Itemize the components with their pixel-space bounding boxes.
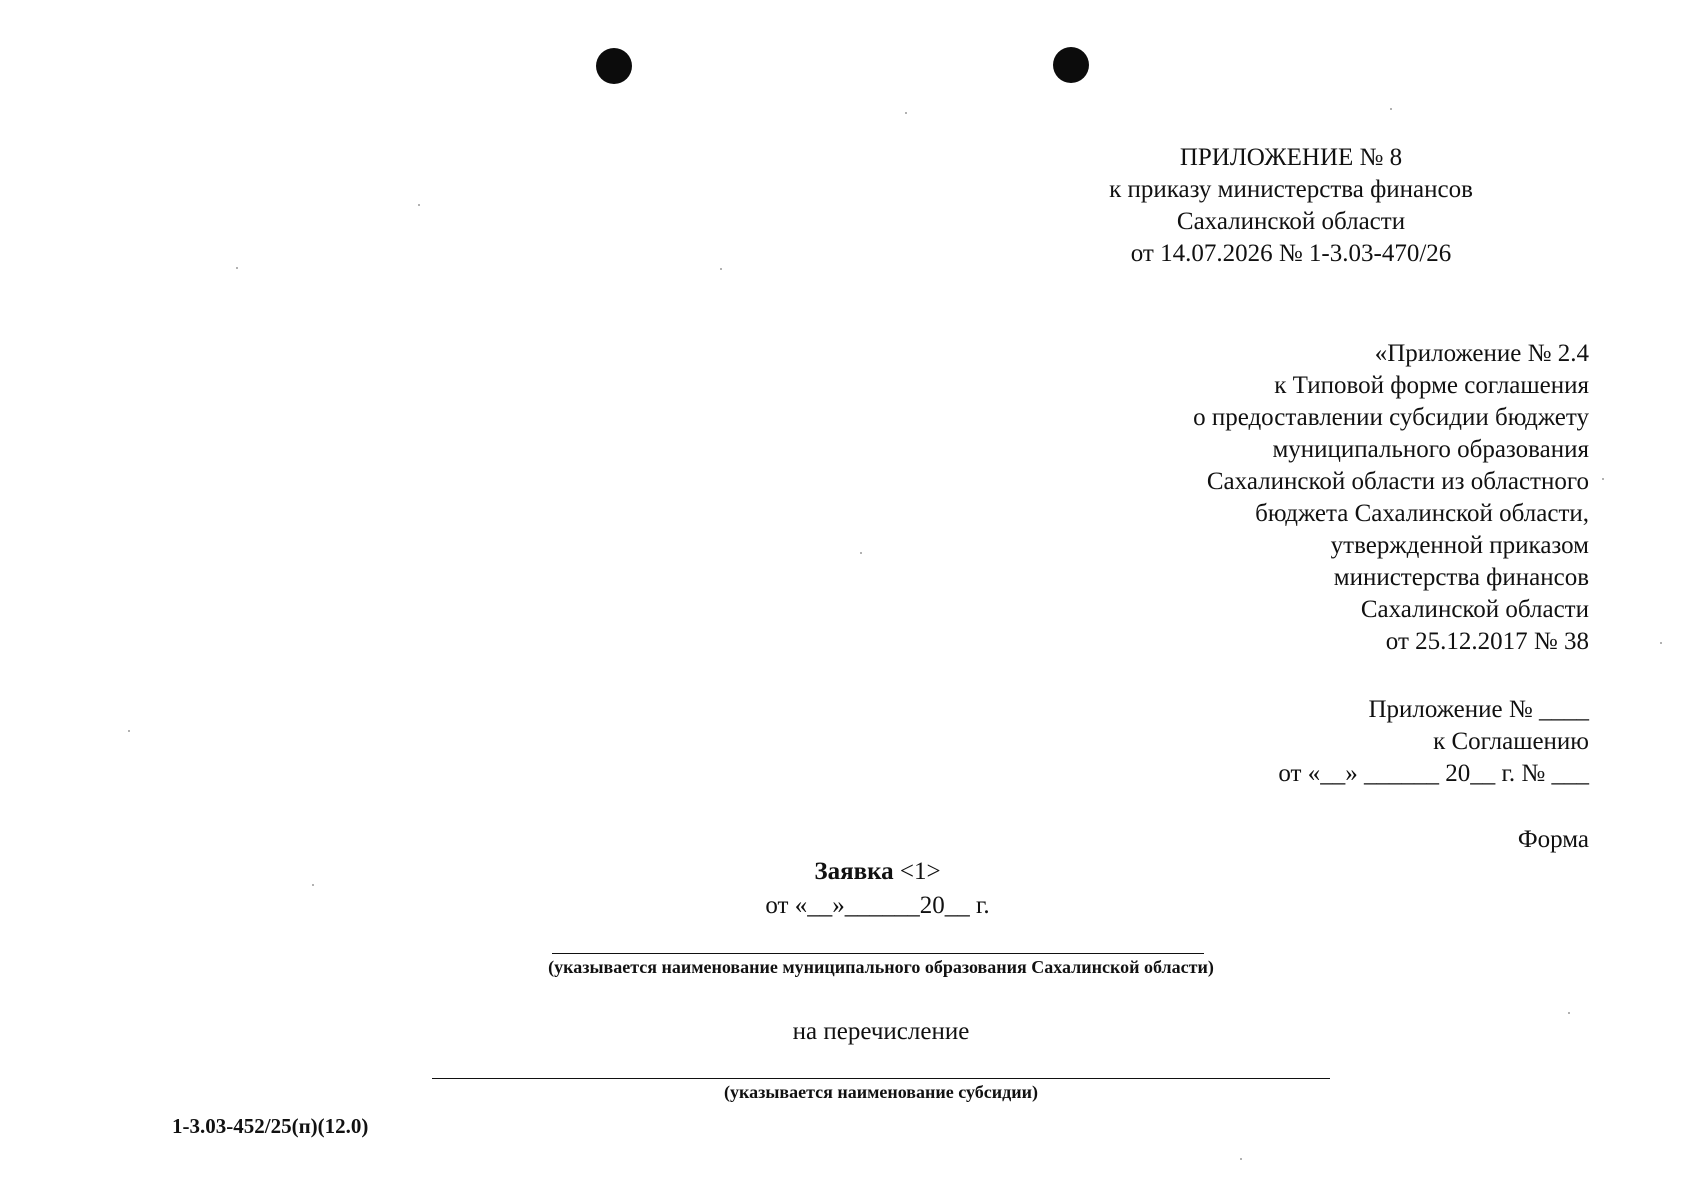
scan-speck <box>1660 642 1662 644</box>
agreement-ref-line: Приложение № ____ <box>1368 696 1589 723</box>
subsidy-fill-line <box>432 1078 1330 1079</box>
scan-speck <box>312 884 314 886</box>
typical-form-annex <box>1069 338 1589 658</box>
title-word: Заявка <box>814 858 894 885</box>
scan-speck <box>1240 1158 1242 1160</box>
annex-header <box>1031 142 1551 270</box>
typical-form-line: о предоставлении субсидии бюджету <box>1193 404 1589 431</box>
typical-form-line: Сахалинской области <box>1360 596 1589 623</box>
punch-hole-left <box>596 48 632 84</box>
scan-speck <box>1390 108 1392 110</box>
municipality-caption: (указывается наименование муниципального образования Сахалинской области) <box>548 957 1214 977</box>
agreement-reference <box>1069 694 1589 790</box>
annex-header-line: ПРИЛОЖЕНИЕ № 8 <box>1179 144 1403 171</box>
document-title <box>0 856 1707 888</box>
typical-form-line: Сахалинской области из областного <box>1206 468 1589 495</box>
form-label: Форма <box>1517 826 1589 853</box>
annex-header-line: от 14.07.2026 № 1-3.03-470/26 <box>1130 240 1452 267</box>
scan-speck <box>905 112 907 114</box>
agreement-ref-line: от «__» ______ 20__ г. № ___ <box>1278 760 1589 787</box>
scan-speck <box>418 204 420 206</box>
typical-form-line: к Типовой форме соглашения <box>1274 372 1589 399</box>
punch-hole-right <box>1053 47 1089 83</box>
scan-speck <box>1568 1012 1570 1014</box>
agreement-ref-line: к Соглашению <box>1433 728 1589 755</box>
annex-header-line: к приказу министерства финансов <box>1109 176 1473 203</box>
scan-speck <box>720 268 722 270</box>
title-footnote-ref: <1> <box>893 858 941 885</box>
typical-form-line: «Приложение № 2.4 <box>1374 340 1589 367</box>
typical-form-line: министерства финансов <box>1333 564 1589 591</box>
scan-speck <box>860 552 862 554</box>
typical-form-line: бюджета Сахалинской области, <box>1255 500 1589 527</box>
scan-speck <box>128 730 130 732</box>
purpose-text: на перечисление <box>792 1018 970 1045</box>
title-date-line: от «__»______20__ г. <box>765 892 990 919</box>
subsidy-caption: (указывается наименование субсидии) <box>724 1082 1038 1102</box>
typical-form-line: от 25.12.2017 № 38 <box>1385 628 1589 655</box>
document-code: 1-3.03-452/25(п)(12.0) <box>172 1114 369 1138</box>
typical-form-line: муниципального образования <box>1272 436 1589 463</box>
typical-form-line: утвержденной приказом <box>1330 532 1589 559</box>
municipality-fill-line <box>552 953 1204 954</box>
annex-header-line: Сахалинской области <box>1176 208 1406 235</box>
scan-speck <box>1602 478 1604 480</box>
scan-speck <box>236 267 238 269</box>
